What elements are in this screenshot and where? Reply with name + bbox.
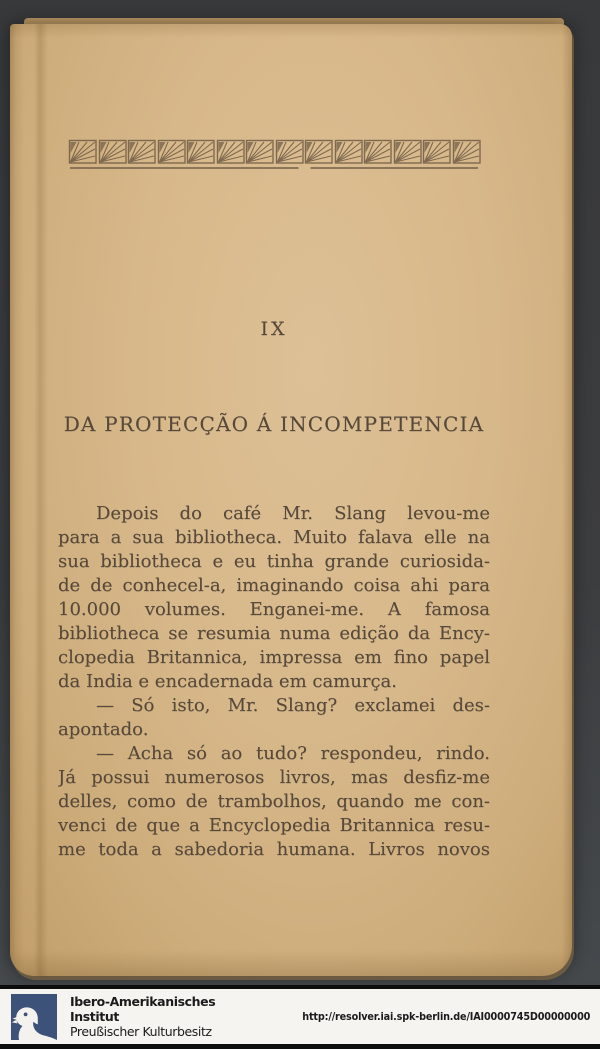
ornament-underline (70, 167, 478, 169)
fan-square-ornament-icon (186, 138, 216, 166)
institute-name-line2: Institut (70, 1009, 119, 1024)
body-line: clopedia Britannica, impressa em fino papel (58, 647, 490, 668)
fan-square-ornament-icon (334, 138, 364, 166)
body-line: sua bibliotheca e eu tinha grande curiosida- (58, 551, 490, 572)
body-line: da India e encadernada em camurça. (58, 671, 397, 692)
institute-eagle-logo (11, 994, 57, 1040)
fan-square-ornament-icon (363, 138, 393, 166)
body-line: — Acha só ao tudo? respondeu, rindo. (96, 743, 490, 764)
fan-square-ornament-icon (422, 138, 452, 166)
body-line: — Só isto, Mr. Slang? exclamei des- (96, 695, 490, 716)
body-line: delles, como de trambolhos, quando me con- (58, 791, 490, 812)
body-line: para a sua bibliotheca. Muito falava elle na (58, 527, 490, 548)
fan-square-ornament-icon (68, 138, 98, 166)
fan-square-ornament-icon (245, 138, 275, 166)
chapter-number: IX (260, 318, 288, 340)
library-banner (0, 985, 600, 1049)
ornament-border (68, 138, 482, 166)
fan-square-ornament-icon (275, 138, 305, 166)
resolver-url: http://resolver.iai.spk-berlin.de/IAI0000745D00000000 (302, 1010, 590, 1023)
book-page (10, 24, 572, 976)
institute-name-line1: Ibero-Amerikanisches (70, 994, 216, 1009)
body-line: bibliotheca se resumia numa edição da Ency- (58, 623, 490, 644)
fan-square-ornament-icon (216, 138, 246, 166)
fan-square-ornament-icon (98, 138, 128, 166)
body-line: venci de que a Encyclopedia Britannica resu- (58, 815, 490, 836)
chapter-title: DA PROTECÇÃO Á INCOMPETENCIA (63, 412, 485, 436)
body-line: Depois do café Mr. Slang levou-me (96, 503, 490, 524)
institute-name-line3: Preußischer Kulturbesitz (70, 1024, 212, 1039)
body-line: Já possui numerosos livros, mas desfiz-me (58, 767, 490, 788)
body-line: me toda a sabedoria humana. Livros novos (58, 839, 490, 860)
body-text (58, 502, 490, 862)
body-line: 10.000 volumes. Enganei-me. A famosa (58, 599, 490, 620)
body-line: apontado. (58, 719, 149, 740)
fan-square-ornament-icon (304, 138, 334, 166)
fan-square-ornament-icon (393, 138, 423, 166)
fan-square-ornament-icon (157, 138, 187, 166)
fan-square-ornament-icon (452, 138, 482, 166)
institute-name-block (70, 994, 215, 1039)
fan-square-ornament-icon (127, 138, 157, 166)
body-line: de de conhecel-a, imaginando coisa ahi para (58, 575, 490, 596)
